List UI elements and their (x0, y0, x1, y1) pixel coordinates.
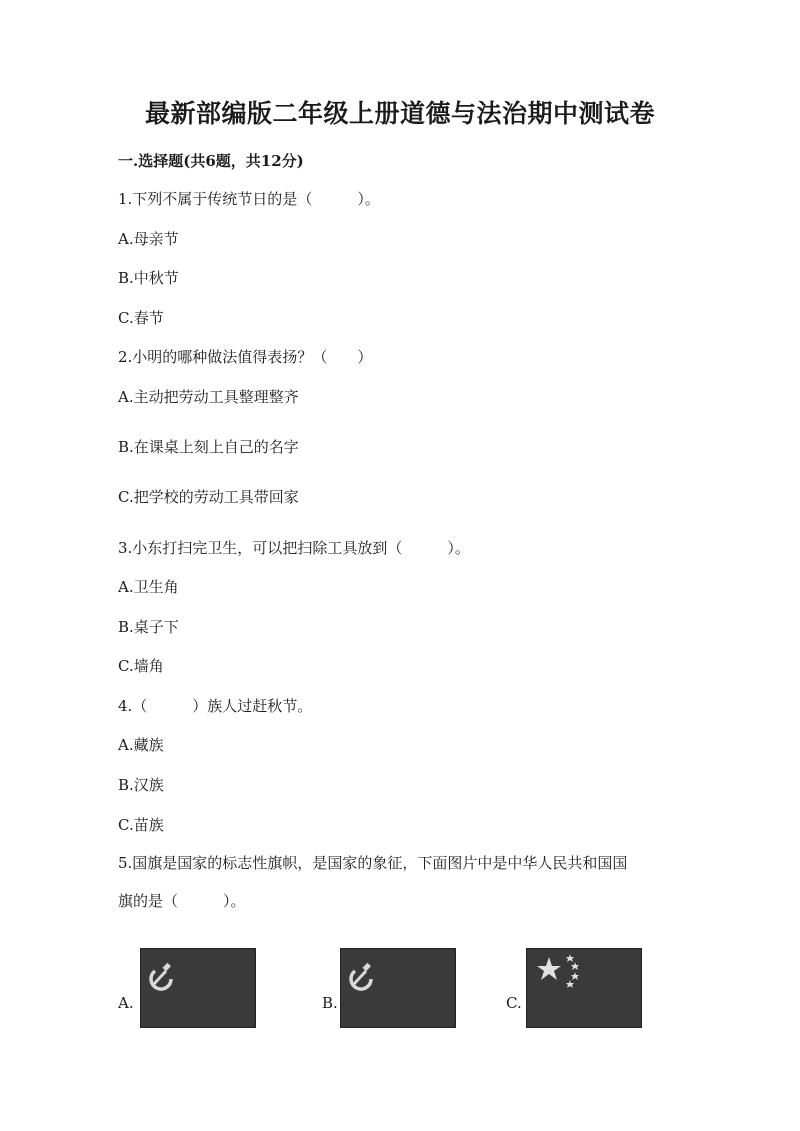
question-2-option-a: A.主动把劳动工具整理整齐 (118, 388, 299, 406)
hammer-sickle-flag-icon (340, 948, 456, 1028)
question-1-option-a: A.母亲节 (118, 230, 179, 248)
question-4-option-a: A.藏族 (118, 736, 164, 754)
five-star-flag-icon (526, 948, 642, 1028)
hammer-sickle-flag-icon (140, 948, 256, 1028)
question-3-option-a: A.卫生角 (118, 578, 179, 596)
question-3-option-b: B.桌子下 (118, 618, 179, 636)
section-heading: 一.选择题(共6题，共12分) (118, 152, 304, 170)
flag-option-b-label: B. (322, 994, 338, 1012)
question-5-stem-cont: 旗的是（ ）。 (118, 892, 246, 910)
page-title: 最新部编版二年级上册道德与法治期中测试卷 (144, 99, 655, 128)
question-2-option-b: B.在课桌上刻上自己的名字 (118, 438, 299, 456)
question-3-option-c: C.墙角 (118, 657, 164, 675)
question-1-option-b: B.中秋节 (118, 269, 179, 287)
question-4-option-b: B.汉族 (118, 776, 164, 794)
flag-option-c-label: C. (506, 994, 522, 1012)
question-2-option-c: C.把学校的劳动工具带回家 (118, 488, 299, 506)
question-1-stem: 1.下列不属于传统节日的是（ ）。 (118, 190, 380, 208)
flag-option-a-label: A. (118, 994, 134, 1012)
question-1-option-c: C.春节 (118, 309, 164, 327)
question-2-stem: 2.小明的哪种做法值得表扬？（ ） (118, 348, 373, 366)
question-5-stem: 5.国旗是国家的标志性旗帜，是国家的象征，下面图片中是中华人民共和国国 (118, 854, 628, 872)
question-3-stem: 3.小东打扫完卫生，可以把扫除工具放到（ ）。 (118, 539, 470, 557)
question-4-stem: 4.（ ）族人过赶秋节。 (118, 697, 313, 715)
question-4-option-c: C.苗族 (118, 816, 164, 834)
